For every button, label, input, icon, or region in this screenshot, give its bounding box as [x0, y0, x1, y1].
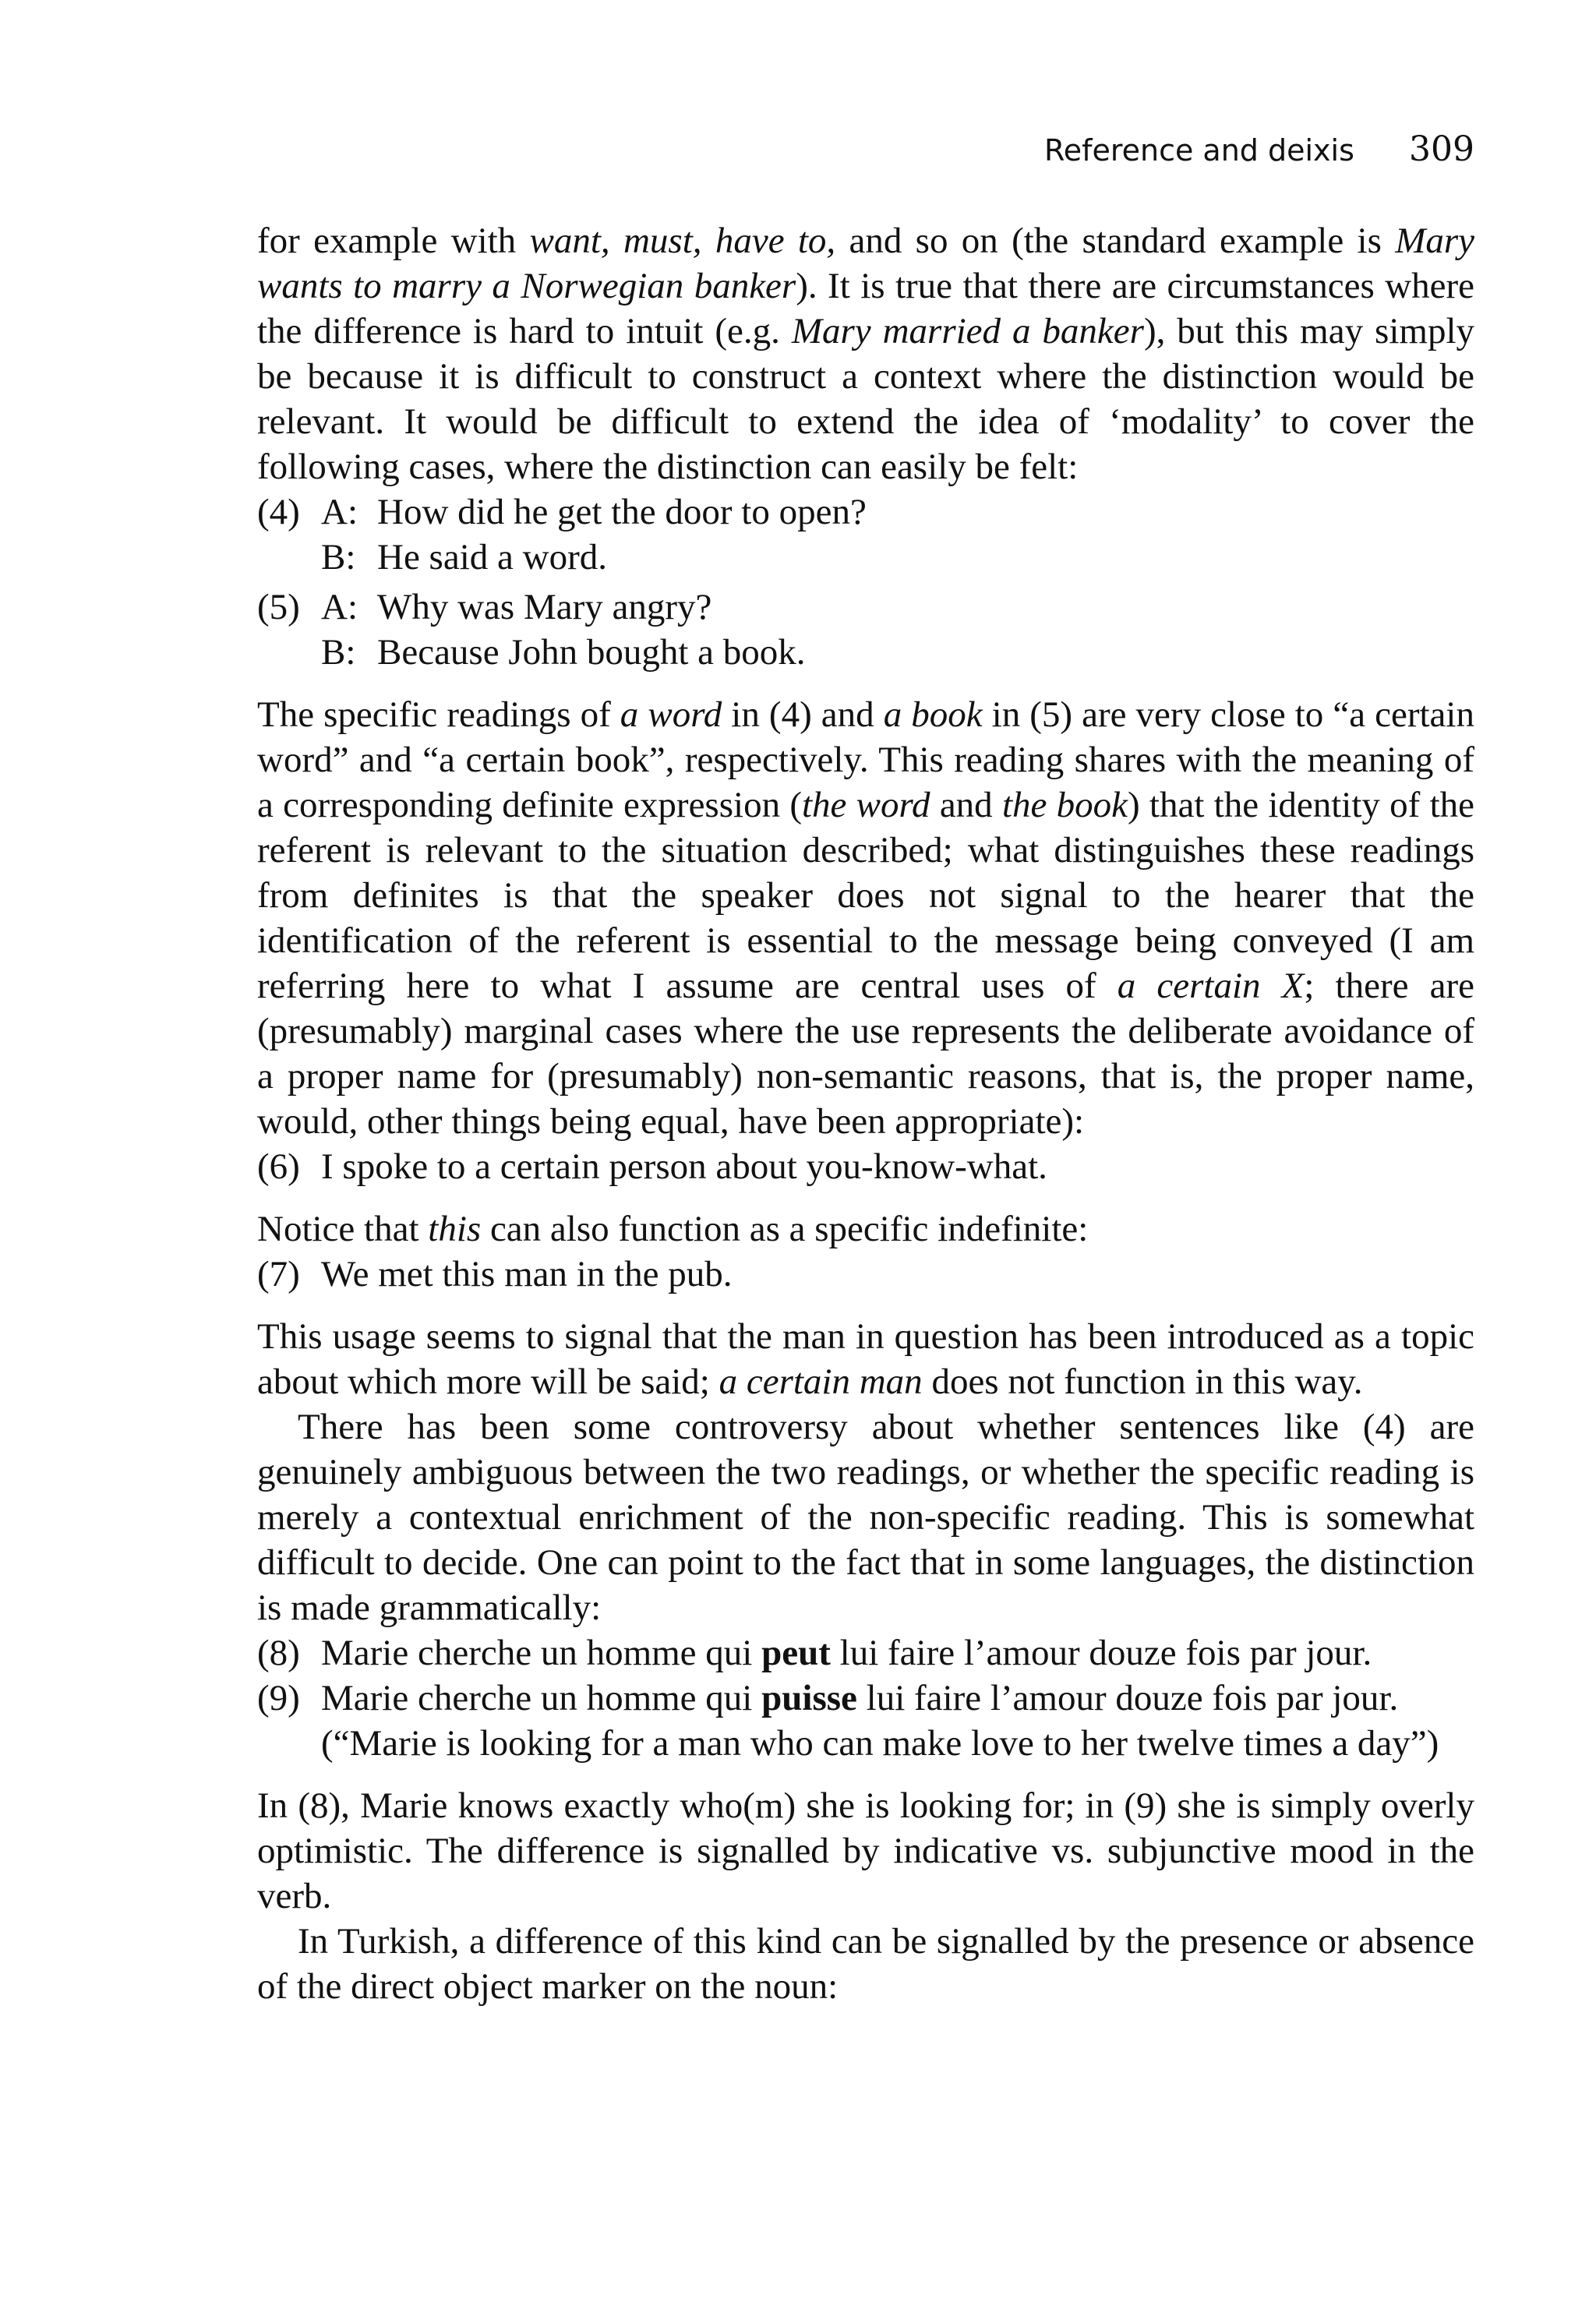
- bold-run: peut: [761, 1633, 831, 1673]
- example-text: We met this man in the pub.: [321, 1254, 733, 1294]
- speaker-label: B:: [321, 537, 356, 577]
- text-run: Notice that: [257, 1209, 429, 1249]
- text-run: Marie cherche un homme qui: [321, 1678, 762, 1718]
- italic-run: want, must, have to,: [529, 221, 836, 261]
- italic-run: the book: [1001, 785, 1128, 825]
- text-run: This usage seems to signal that the man in question has been introduced as a topic about which more will be said;: [257, 1316, 1474, 1402]
- example-number: (4): [257, 492, 300, 532]
- example-5: [257, 584, 1474, 675]
- italic-run: Mary wants to marry a Norwegian banker: [257, 221, 1474, 306]
- dialogue-line-b: [321, 630, 1474, 675]
- example-9: [257, 1676, 1474, 1721]
- text-run: can also function as a specific indefinite:: [481, 1209, 1089, 1249]
- text-run: in (4) and: [722, 694, 884, 735]
- italic-run: a certain man: [719, 1361, 923, 1402]
- italic-run: a certain X: [1117, 966, 1305, 1006]
- text-run: lui faire l’amour douze fois par jour.: [856, 1678, 1399, 1718]
- speaker-label: A:: [321, 587, 358, 627]
- italic-run: this: [428, 1209, 482, 1249]
- paragraph-usage: [257, 1314, 1474, 1404]
- text-run: lui faire l’amour douze fois par jour.: [830, 1633, 1372, 1673]
- italic-run: a word: [620, 694, 722, 735]
- example-7: [257, 1252, 1474, 1297]
- italic-run: the word: [801, 785, 930, 825]
- speaker-label: B:: [321, 632, 356, 673]
- text-run: The specific readings of: [257, 694, 620, 735]
- example-text: [321, 1676, 1474, 1721]
- dialogue-line-b: [321, 535, 1474, 580]
- body-text: [257, 218, 1474, 2009]
- running-title: Reference and deixis: [1044, 133, 1354, 168]
- text-run: ) that the identity of the referent is relevant to the situation described; what distinguishes these readings from definites is that the speaker does not signal to the hearer that the identification of the referent is essential to the message being conveyed (I am referring here to what I assume are central uses of: [257, 785, 1474, 1006]
- page-number: 309: [1409, 129, 1474, 169]
- dialogue-line-a: [321, 584, 1474, 630]
- example-8: [257, 1630, 1474, 1676]
- example-number: (7): [257, 1254, 300, 1294]
- example-number: (6): [257, 1146, 300, 1187]
- text-run: ), but this may simply be because it is difficult to construct a context where the distinction would be relevant. It would be difficult to extend the idea of ‘modality’ to cover the following cases, where the distinction can easily be felt:: [257, 311, 1474, 487]
- text-run: ). It is true that there are circumstances where the difference is hard to intuit (e.g.: [257, 266, 1474, 351]
- example-number: (8): [257, 1633, 300, 1673]
- text-run: and: [930, 785, 1002, 825]
- text-run: in (5) are very close to “a certain word” and “a certain book”, respectively. This reading shares with the meaning of a corresponding definite expression (: [257, 694, 1474, 825]
- example-text: Why was Mary angry?: [377, 587, 712, 627]
- text-run: does not function in this way.: [922, 1361, 1363, 1402]
- example-4: [257, 489, 1474, 580]
- speaker-label: A:: [321, 492, 358, 532]
- paragraph-marie: In (8), Marie knows exactly who(m) she is looking for; in (9) she is simply overly optimistic. The difference is signalled by indicative vs. subjunctive mood in the verb.: [257, 1785, 1474, 1916]
- text-run: ; there are (presumably) marginal cases where the use represents the deliberate avoidance of a proper name for (presumably) non-semantic reasons, that is, the proper name, would, other things being equal, have been appropriate):: [257, 966, 1474, 1142]
- text-run: Marie cherche un homme qui: [321, 1633, 762, 1673]
- paragraph-controversy: There has been some controversy about whether sentences like (4) are genuinely ambiguous between the two readings, or whether the specific reading is merely a contextual enrichment of the non-specific reading. This is somewhat difficult to decide. One can point to the fact that in some languages, the distinction is made grammatically:: [257, 1407, 1474, 1628]
- italic-run: a book: [883, 694, 983, 735]
- dialogue-line-a: [321, 489, 1474, 535]
- paragraph-specific-readings: [257, 692, 1474, 1144]
- example-number: (5): [257, 587, 300, 627]
- example-text: How did he get the door to open?: [377, 492, 867, 532]
- example-9-gloss: (“Marie is looking for a man who can make love to her twelve times a day”): [321, 1723, 1439, 1764]
- text-run: and so on (the standard example is: [835, 221, 1396, 261]
- paragraph-modality: [257, 218, 1474, 489]
- bold-run: puisse: [761, 1678, 857, 1718]
- example-text: He said a word.: [377, 537, 607, 577]
- example-number: (9): [257, 1678, 300, 1718]
- paragraph-turkish: In Turkish, a difference of this kind can be signalled by the presence or absence of the direct object marker on the noun:: [257, 1921, 1474, 2007]
- italic-run: Mary married a banker: [791, 311, 1144, 351]
- paragraph-this-indefinite: [257, 1206, 1474, 1252]
- example-text: [321, 1630, 1474, 1676]
- page-header: [1044, 129, 1474, 169]
- example-text: Because John bought a book.: [377, 632, 806, 673]
- example-6: [257, 1144, 1474, 1189]
- example-text: I spoke to a certain person about you-know-what.: [321, 1146, 1047, 1187]
- text-run: for example with: [257, 221, 530, 261]
